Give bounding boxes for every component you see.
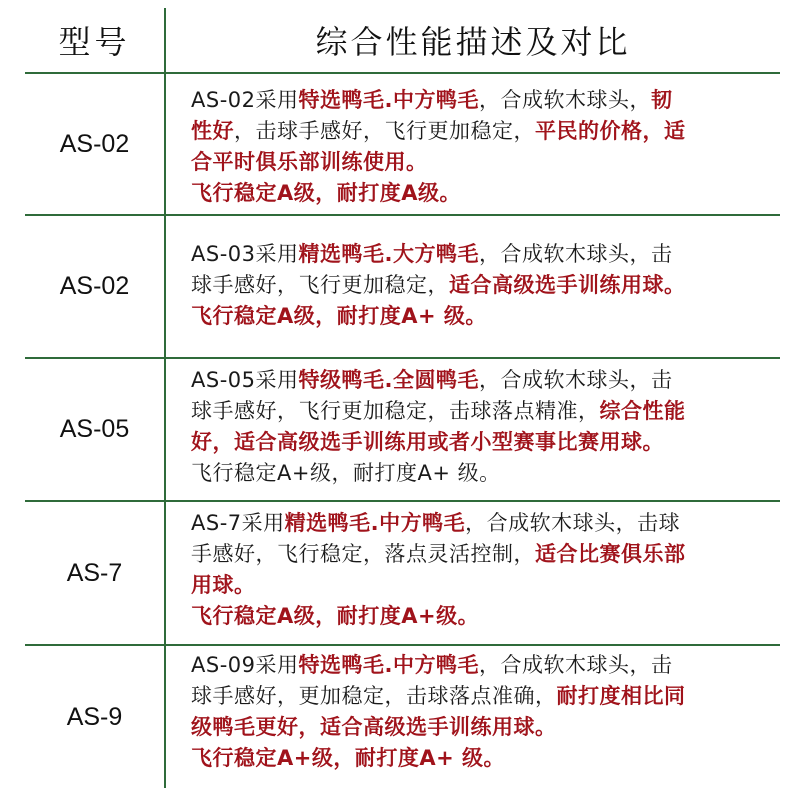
model-cell: AS-05 <box>59 415 130 443</box>
body-text: AS-09采用 <box>191 653 299 677</box>
body-text: 球手感好，飞行更加稳定， <box>191 273 449 297</box>
highlight-text: 性好 <box>191 119 234 143</box>
description-cell <box>191 239 771 332</box>
table-row <box>25 502 780 644</box>
body-text: ，合成软木球头，击 <box>478 653 673 677</box>
highlight-text: 飞行稳定A级，耐打度A+级。 <box>191 604 480 628</box>
body-text: 手感好，飞行稳定，落点灵活控制， <box>191 542 535 566</box>
description-line <box>191 365 771 396</box>
highlight-text: 耐打度相比同 <box>556 684 686 708</box>
body-text: 球手感好，更加稳定，击球落点准确， <box>191 684 557 708</box>
body-text: AS-02采用 <box>191 88 299 112</box>
description-line <box>191 508 771 539</box>
description-line <box>191 601 771 632</box>
description-line <box>191 301 771 332</box>
highlight-text: 综合性能 <box>599 399 686 423</box>
description-line <box>191 712 771 743</box>
highlight-text: 适合比赛俱乐部 <box>535 542 686 566</box>
highlight-text: 韧 <box>650 88 673 112</box>
highlight-text: 级鸭毛更好，适合高级选手训练用球。 <box>191 715 557 739</box>
description-line <box>191 178 771 209</box>
body-text: AS-05采用 <box>191 368 299 392</box>
description-line <box>191 396 771 427</box>
body-text: AS-03采用 <box>191 242 299 266</box>
body-text: ，合成软木球头，击 <box>478 242 673 266</box>
model-cell: AS-7 <box>66 558 123 587</box>
header-model-label: 型号 <box>58 23 131 61</box>
highlight-text: 特选鸭毛.中方鸭毛 <box>298 653 479 677</box>
comparison-table <box>25 8 780 800</box>
description-cell <box>191 85 771 209</box>
header-description-label: 综合性能描述及对比 <box>315 23 631 61</box>
description-line <box>191 270 771 301</box>
table-row <box>25 74 780 214</box>
description-cell <box>191 508 771 632</box>
highlight-text: 用球。 <box>191 573 256 597</box>
highlight-text: 精选鸭毛.大方鸭毛 <box>298 242 479 266</box>
highlight-text: 平民的价格，适 <box>535 119 686 143</box>
body-text: ，合成软木球头，击 <box>478 368 673 392</box>
highlight-text: 精选鸭毛.中方鸭毛 <box>284 511 466 535</box>
description-line <box>191 116 771 147</box>
highlight-text: 好，适合高级选手训练用或者小型赛事比赛用球。 <box>191 430 664 454</box>
highlight-text: 适合高级选手训练用球。 <box>449 273 686 297</box>
body-text: AS-7采用 <box>191 511 285 535</box>
table-row <box>25 216 780 357</box>
body-text: 球手感好，飞行更加稳定，击球落点精准， <box>191 399 600 423</box>
highlight-text: 飞行稳定A+级，耐打度A+ 级。 <box>191 746 506 770</box>
description-line <box>191 743 771 774</box>
description-line <box>191 650 771 681</box>
description-line <box>191 681 771 712</box>
body-text: ，击球手感好，飞行更加稳定， <box>234 119 535 143</box>
description-line <box>191 147 771 178</box>
model-cell: AS-9 <box>66 702 123 731</box>
description-line <box>191 539 771 570</box>
table-row <box>25 359 780 500</box>
description-line <box>191 458 771 489</box>
model-cell: AS-02 <box>59 272 130 300</box>
description-line <box>191 85 771 116</box>
description-line <box>191 239 771 270</box>
body-text: ，合成软木球头， <box>478 88 651 112</box>
body-text: ，合成软木球头，击球 <box>465 511 681 535</box>
description-cell <box>191 650 771 774</box>
description-line <box>191 427 771 458</box>
body-text: 飞行稳定A+级，耐打度A+ 级。 <box>191 461 501 485</box>
highlight-text: 特选鸭毛.中方鸭毛 <box>298 88 479 112</box>
table-row <box>25 646 780 788</box>
highlight-text: 特级鸭毛.全圆鸭毛 <box>298 368 479 392</box>
highlight-text: 飞行稳定A级，耐打度A级。 <box>191 181 462 205</box>
model-cell: AS-02 <box>59 129 130 158</box>
highlight-text: 飞行稳定A级，耐打度A+ 级。 <box>191 304 487 328</box>
description-line <box>191 570 771 601</box>
description-cell <box>191 365 771 489</box>
highlight-text: 合平时俱乐部训练使用。 <box>191 150 428 174</box>
